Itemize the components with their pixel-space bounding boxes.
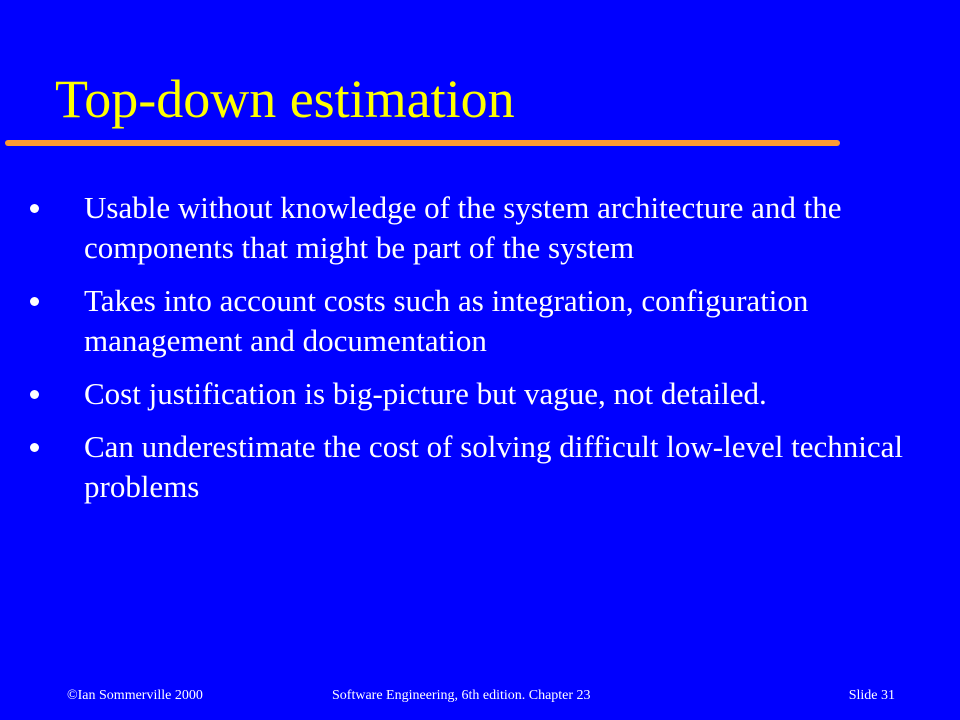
bullet-item [30,281,930,361]
slide-title: Top-down estimation [55,69,515,129]
bullet-list [30,188,930,520]
bullet-text: Can underestimate the cost of solving difficult low-level technical problems [84,429,903,504]
footer-slide-number: Slide 31 [848,688,895,703]
bullet-dot-icon [30,297,39,306]
footer-copyright: ©Ian Sommerville 2000 [67,688,203,703]
footer-book-title: Software Engineering, 6th edition. Chapter 23 [332,688,591,703]
bullet-text: Cost justification is big-picture but vague, not detailed. [84,376,767,411]
bullet-item [30,427,930,507]
title-underline [5,140,840,146]
bullet-item [30,188,930,268]
bullet-text: Takes into account costs such as integration, configuration management and documentation [84,283,809,358]
bullet-dot-icon [30,204,39,213]
bullet-dot-icon [30,390,39,399]
bullet-text: Usable without knowledge of the system architecture and the components that might be part of the system [84,190,842,265]
bullet-dot-icon [30,443,39,452]
bullet-item [30,374,930,414]
